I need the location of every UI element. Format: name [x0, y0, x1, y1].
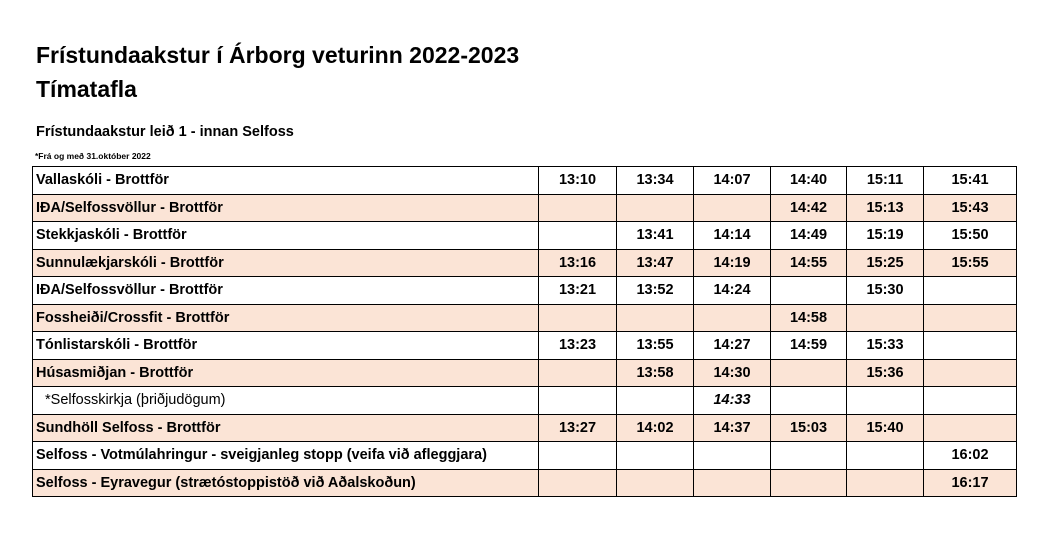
table-row — [33, 277, 1017, 305]
departure-time: 14:30 — [694, 359, 771, 387]
stop-name: Fossheiði/Crossfit - Brottför — [33, 304, 539, 332]
page-subtitle-timetable: Tímatafla — [36, 76, 137, 102]
departure-time — [539, 304, 617, 332]
departure-time: 14:07 — [694, 167, 771, 195]
departure-time — [924, 332, 1017, 360]
departure-time: 14:33 — [694, 387, 771, 415]
route-heading: Frístundaakstur leið 1 - innan Selfoss — [36, 124, 294, 140]
departure-time: 14:24 — [694, 277, 771, 305]
stop-name: Sundhöll Selfoss - Brottför — [33, 414, 539, 442]
departure-time: 15:30 — [847, 277, 924, 305]
departure-time — [924, 387, 1017, 415]
departure-time — [539, 194, 617, 222]
departure-time — [771, 469, 847, 497]
departure-time — [617, 387, 694, 415]
table-row — [33, 359, 1017, 387]
table-row — [33, 194, 1017, 222]
departure-time: 15:03 — [771, 414, 847, 442]
departure-time — [694, 194, 771, 222]
departure-time: 15:33 — [847, 332, 924, 360]
table-row — [33, 304, 1017, 332]
departure-time — [539, 359, 617, 387]
page-title: Frístundaakstur í Árborg veturinn 2022-2023 — [36, 42, 520, 68]
stop-name: *Selfosskirkja (þriðjudögum) — [33, 387, 539, 415]
departure-time: 15:19 — [847, 222, 924, 250]
table-row — [33, 249, 1017, 277]
table-row — [33, 332, 1017, 360]
stop-name: Vallaskóli - Brottför — [33, 167, 539, 195]
timetable — [32, 166, 1017, 497]
departure-time: 14:40 — [771, 167, 847, 195]
departure-time: 13:21 — [539, 277, 617, 305]
departure-time: 14:37 — [694, 414, 771, 442]
departure-time: 14:27 — [694, 332, 771, 360]
table-row — [33, 222, 1017, 250]
table-row — [33, 442, 1017, 470]
departure-time — [771, 277, 847, 305]
departure-time — [771, 359, 847, 387]
footnote: *Frá og með 31.október 2022 — [35, 151, 151, 161]
departure-time: 16:02 — [924, 442, 1017, 470]
departure-time — [617, 194, 694, 222]
stop-name: IÐA/Selfossvöllur - Brottför — [33, 277, 539, 305]
departure-time: 13:55 — [617, 332, 694, 360]
departure-time: 13:27 — [539, 414, 617, 442]
departure-time — [924, 304, 1017, 332]
departure-time — [847, 387, 924, 415]
table-row — [33, 414, 1017, 442]
departure-time — [617, 442, 694, 470]
stop-name: IÐA/Selfossvöllur - Brottför — [33, 194, 539, 222]
departure-time: 14:59 — [771, 332, 847, 360]
departure-time — [539, 469, 617, 497]
departure-time: 14:55 — [771, 249, 847, 277]
table-row — [33, 167, 1017, 195]
departure-time — [694, 304, 771, 332]
departure-time: 14:19 — [694, 249, 771, 277]
departure-time — [539, 387, 617, 415]
departure-time — [924, 359, 1017, 387]
departure-time — [924, 414, 1017, 442]
departure-time: 13:47 — [617, 249, 694, 277]
departure-time — [847, 469, 924, 497]
departure-time: 15:25 — [847, 249, 924, 277]
departure-time: 15:40 — [847, 414, 924, 442]
stop-name: Sunnulækjarskóli - Brottför — [33, 249, 539, 277]
departure-time — [617, 304, 694, 332]
departure-time: 14:42 — [771, 194, 847, 222]
departure-time: 13:16 — [539, 249, 617, 277]
stop-name: Húsasmiðjan - Brottför — [33, 359, 539, 387]
departure-time: 13:58 — [617, 359, 694, 387]
departure-time: 14:02 — [617, 414, 694, 442]
departure-time: 13:52 — [617, 277, 694, 305]
departure-time: 15:11 — [847, 167, 924, 195]
departure-time: 14:58 — [771, 304, 847, 332]
stop-name: Tónlistarskóli - Brottför — [33, 332, 539, 360]
departure-time: 15:36 — [847, 359, 924, 387]
departure-time — [847, 442, 924, 470]
departure-time: 13:23 — [539, 332, 617, 360]
departure-time — [694, 469, 771, 497]
departure-time — [539, 222, 617, 250]
departure-time: 14:49 — [771, 222, 847, 250]
departure-time — [539, 442, 617, 470]
table-row — [33, 387, 1017, 415]
departure-time — [617, 469, 694, 497]
departure-time: 13:34 — [617, 167, 694, 195]
departure-time: 13:41 — [617, 222, 694, 250]
departure-time — [694, 442, 771, 470]
departure-time — [771, 442, 847, 470]
stop-name: Stekkjaskóli - Brottför — [33, 222, 539, 250]
departure-time: 15:13 — [847, 194, 924, 222]
departure-time: 15:41 — [924, 167, 1017, 195]
departure-time: 15:55 — [924, 249, 1017, 277]
departure-time: 16:17 — [924, 469, 1017, 497]
departure-time — [771, 387, 847, 415]
departure-time: 15:43 — [924, 194, 1017, 222]
departure-time — [924, 277, 1017, 305]
departure-time: 15:50 — [924, 222, 1017, 250]
stop-name: Selfoss - Votmúlahringur - sveigjanleg stopp (veifa við afleggjara) — [33, 442, 539, 470]
departure-time: 14:14 — [694, 222, 771, 250]
departure-time: 13:10 — [539, 167, 617, 195]
table-row — [33, 469, 1017, 497]
departure-time — [847, 304, 924, 332]
stop-name: Selfoss - Eyravegur (strætóstoppistöð við Aðalskoðun) — [33, 469, 539, 497]
